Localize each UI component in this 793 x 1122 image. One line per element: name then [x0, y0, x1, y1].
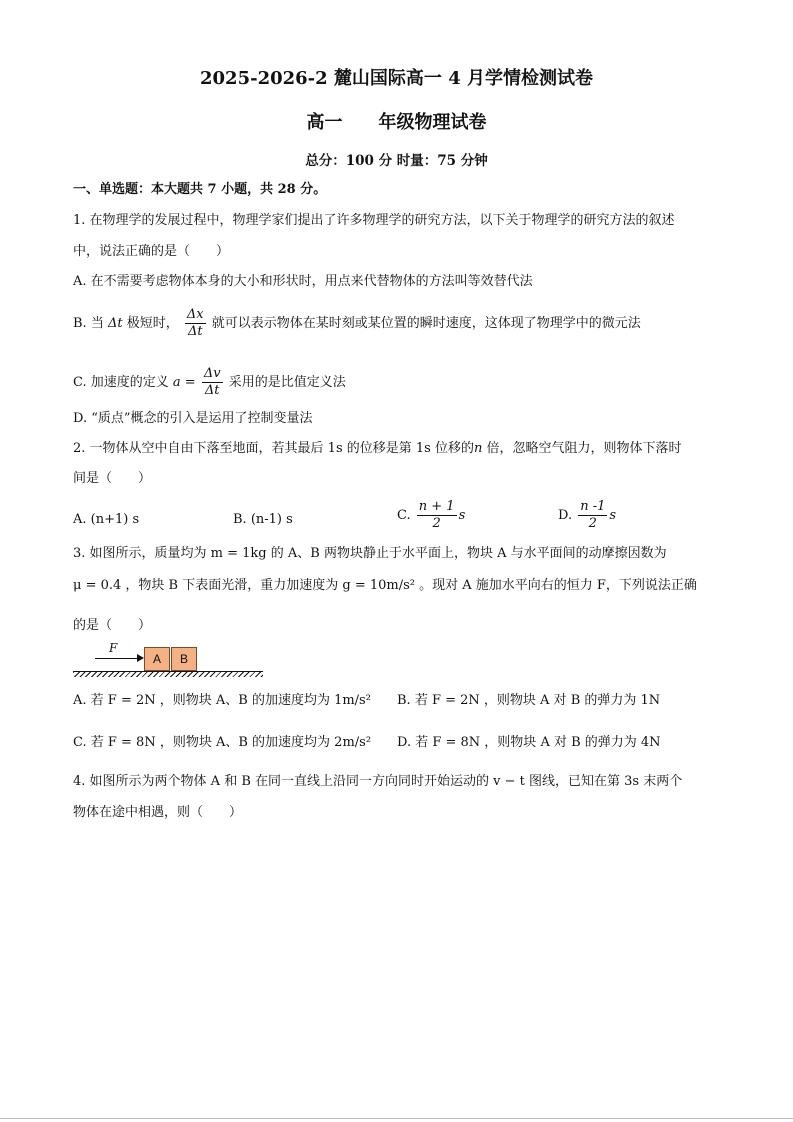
q1-b-suffix: 就可以表示物体在某时刻或某位置的瞬时速度，这体现了物理学中的微元法 — [211, 316, 641, 331]
q1-c-fraction — [202, 366, 223, 399]
q2-c-numerator: n + 1 — [418, 499, 455, 514]
q2-c-fraction — [417, 499, 457, 532]
q1-c-prefix: C. 加速度的定义 — [73, 375, 169, 390]
q1-b-mid: 极短时， — [126, 316, 179, 331]
q2-c-denominator: 2 — [432, 516, 441, 531]
q1-option-c — [73, 365, 346, 401]
q1-b-prefix: B. 当 — [73, 316, 104, 331]
q1-stem-line2: 中，说法正确的是（ ） — [73, 244, 230, 259]
ground-hatch — [73, 672, 263, 677]
q1-c-var: a = — [172, 375, 196, 390]
q4-stem-line1: 4. 如图所示为两个物体 A 和 B 在同一直线上沿同一方向同时开始运动的 v − t 图线，已知在第 3s 末两个 — [73, 774, 683, 789]
q2-stem-line1 — [73, 440, 681, 458]
q1-stem-line1: 1. 在物理学的发展过程中，物理学家们提出了许多物理学的研究方法，以下关于物理学的研究方法的叙述 — [73, 213, 675, 228]
q1-c-numerator: Δv — [203, 366, 221, 381]
q3-stem-line3: 的是（ ） — [73, 618, 152, 633]
q2-d-numerator: n -1 — [580, 499, 606, 514]
q2-d-fraction — [578, 499, 607, 532]
q3-option-d: D. 若 F = 8N ，则物块 A 对 B 的弹力为 4N — [397, 735, 661, 750]
force-label: F — [109, 641, 118, 655]
q2-option-a: A. (n+1) s — [73, 512, 140, 527]
q1-b-numerator: Δx — [186, 307, 204, 322]
q3-figure — [73, 643, 263, 677]
arrow-head-icon — [137, 654, 144, 662]
q2-d-label: D. — [558, 508, 573, 523]
block-b: B — [171, 647, 197, 671]
q2-stem-line2: 间是（ ） — [73, 471, 152, 486]
q3-option-b: B. 若 F = 2N ，则物块 A 对 B 的弹力为 1N — [397, 693, 661, 708]
q1-b-var: Δt — [107, 316, 123, 331]
section-heading: 一、单选题：本大题共 7 小题，共 28 分。 — [73, 182, 327, 197]
q3-option-c: C. 若 F = 8N ，则物块 A、B 的加速度均为 2m/s² — [73, 735, 372, 750]
q1-option-b — [73, 306, 641, 342]
q1-b-fraction — [185, 307, 206, 340]
q2-c-unit: s — [458, 508, 466, 523]
exam-info: 总分：100 分 时量：75 分钟 — [305, 153, 488, 169]
page-bottom-border — [0, 1118, 793, 1119]
q2-option-c — [397, 498, 465, 534]
force-arrow — [95, 658, 141, 659]
exam-subtitle: 高一 年级物理试卷 — [306, 112, 487, 133]
q2-stem-post: 倍，忽略空气阻力，则物体下落时 — [482, 441, 682, 456]
q1-option-a: A. 在不需要考虑物体本身的大小和形状时，用点来代替物体的方法叫等效替代法 — [73, 274, 533, 289]
q1-b-denominator: Δt — [187, 324, 203, 339]
q4-stem-line2: 物体在途中相遇，则（ ） — [73, 805, 243, 820]
q2-option-d — [558, 498, 616, 534]
q2-option-b: B. (n-1) s — [233, 512, 293, 527]
q3-stem-line2: μ = 0.4 ，物块 B 下表面光滑，重力加速度为 g = 10m/s² 。现对 A 施加水平向右的恒力 F，下列说法正确 — [73, 578, 697, 593]
q3-stem-line1: 3. 如图所示，质量均为 m = 1kg 的 A、B 两物块静止于水平面上，物块 A 与水平面间的动摩擦因数为 — [73, 546, 667, 561]
block-a: A — [144, 647, 170, 671]
q2-c-label: C. — [397, 508, 411, 523]
q1-c-suffix: 采用的是比值定义法 — [228, 375, 346, 390]
q1-option-d: D. “质点”概念的引入是运用了控制变量法 — [73, 411, 313, 426]
q2-d-denominator: 2 — [588, 516, 597, 531]
q2-d-unit: s — [609, 508, 617, 523]
exam-title: 2025-2026-2 麓山国际高一 4 月学情检测试卷 — [200, 68, 593, 89]
q3-option-a: A. 若 F = 2N ，则物块 A、B 的加速度均为 1m/s² — [73, 693, 371, 708]
q2-stem-pre: 2. 一物体从空中自由下落至地面，若其最后 1s 的位移是第 1s 位移的 — [73, 441, 474, 456]
q1-c-denominator: Δt — [204, 383, 220, 398]
q2-stem-var: n — [473, 441, 483, 456]
